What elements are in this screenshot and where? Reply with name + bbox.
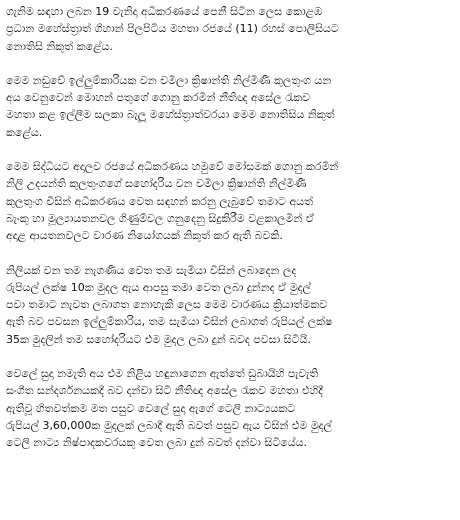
text-line: 35ක මුදලින් තම සහෝදරියට එම මුදල ලබා දුන් බවද පවසා සිටියි.: [6, 332, 311, 346]
text-line: රුපියල් 3,60,000ක මුදලක් ලබාදී ඇති බවත් පසුව ඇය විසින් එම මුදල්: [6, 418, 332, 432]
text-line: කළේය.: [6, 125, 43, 139]
text-line: මෙම නඩුවේ ඉල්ලුම්කාරියක වන චමිලා ක්‍රිෂාන්ති නිල්මිණී කුලතුංග යන: [6, 73, 332, 87]
text-line: වෙලේ සුදා නමැති අය එම නිළිය හඳුනාගෙන ඇත්තේ ඩුබායිහි පැවැති: [6, 367, 319, 381]
paragraph-3: [6, 158, 454, 244]
text-line: නොතිසි නිකුත් කළේය.: [6, 39, 113, 53]
text-line: ටෙලි නාට්‍ය නිෂ්පාදකවරයකු වෙත ලබා දුන් බවත් දන්වා සිටියේය.: [6, 436, 308, 450]
text-line: ඇතිවූ හිතවත්කම මත පසුව වෙලේ සුදා ඇගේ ටෙලි නාට්‍යයකට: [6, 401, 296, 415]
text-line: සංගීත සන්දර්ශනයකදී බව දන්වා සිටි නීතිඥ අසේල රැකව මහතා එහිදී: [6, 384, 323, 398]
text-line: බැංකු හා මූල්‍යායතනවල ගිණුම්වල ගනුදෙනු සිදුකිරීම වළකාලමින් ඒ: [6, 211, 314, 225]
text-line: නිලියක් වන තම නැගණිය වෙත තම සැමියා විසින් ලබාදෙන ලද: [6, 263, 297, 277]
text-line: අදාළ ආයතනවලට වාරණ නියෝගයක් නිකුත් කර ඇති බවකි.: [6, 229, 283, 243]
text-line: මෙම සිද්ධියට අදාලව රජයේ අධිකරණය හමුවේ මෝසමක් ගොනු කරමින්: [6, 160, 339, 174]
paragraph-5: [6, 365, 454, 451]
text-line: කුලතුංග විසින් අධිකරණය වෙත සඳහන් කරනු ලැබුවේ තමාට අයත්: [6, 194, 314, 208]
text-line: ගැනිම සඳහා ලබන 19 වැනිදා අධිකරණයේ පෙනී සිටින ලෙස කොළඹ: [6, 5, 323, 18]
paragraph-1: [6, 3, 454, 55]
paragraph-4: [6, 262, 454, 348]
text-line: පවා තමාට නැවත ලබාගත නොහැකි ලෙස මෙම වාරණය ක්‍රියාත්මකව: [6, 298, 328, 312]
paragraph-2: [6, 72, 454, 141]
text-line: ඇති බව පවසන ඉල්ලුම්කාරිය, තම සැමියා විසින් ලබාගත් රුපියල් ලක්ෂ: [6, 315, 333, 329]
text-line: නිලි උදයන්ති කුලතුංගගේ සහෝදරිය වන චමිලා ක්‍රිෂාන්ති නිල්මිණී: [6, 177, 307, 191]
text-line: රුපියල් ලක්ෂ 10ක මුදල ඇය ආපසු තමා වෙත ලබා දුන්නද ඒ මුදල්: [6, 280, 311, 294]
article-body: [6, 3, 454, 469]
text-line: මහතා කළ ඉල්ලීම සලකා බැලූ මහේස්ත්‍රාත්වරයා මෙම නොතිසිය නිකුත්: [6, 108, 335, 122]
text-line: ප්‍රධාන මහේස්ත්‍රාත් ගිහාන් පිලපිටිය මහතා රජයේ (11) රහස් පොලිසියට: [6, 22, 339, 36]
text-line: අය වෙනුවෙන් මොහන් පතුගේ ගොනු කරමින් නීතිඥ අසේල රැකව: [6, 91, 311, 105]
